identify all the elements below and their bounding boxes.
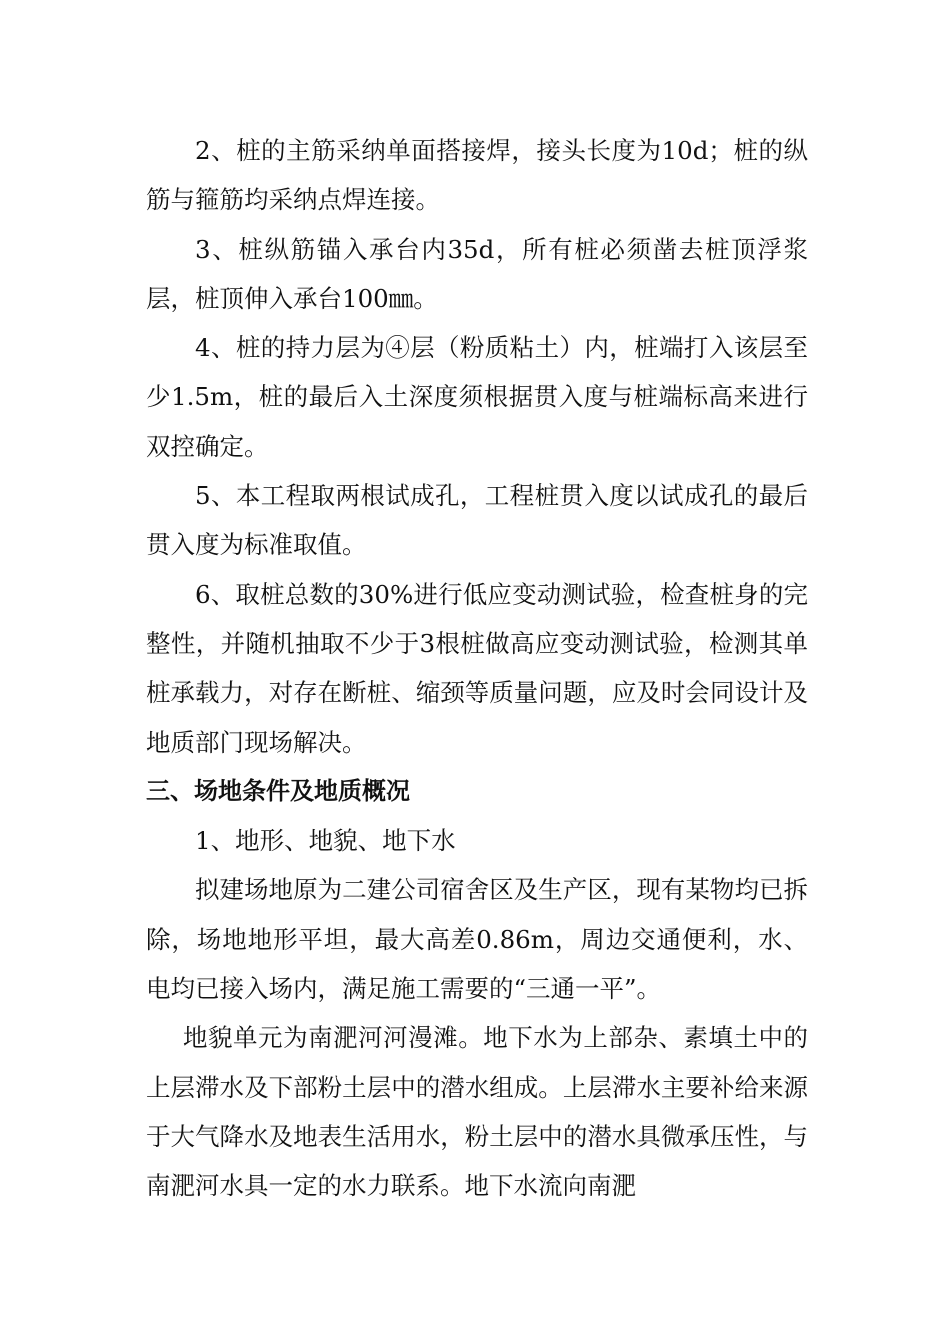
- paragraph-item-3: 3、桩纵筋锚入承台内35d，所有桩必须凿去桩顶浮浆层，桩顶伸入承台100㎜。: [146, 234, 808, 313]
- subsection-title: 1、地形、地貌、地下水: [195, 826, 456, 856]
- document-body: [146, 126, 808, 1211]
- paragraph-item-6: 6、取桩总数的30%进行低应变动测试验，检查桩身的完整性，并随机抽取不少于3根桩做高应变动测试验，检测其单桩承载力，对存在断桩、缩颈等质量问题，应及时会同设计及地质部门现场解决。: [146, 579, 808, 757]
- paragraph-item-5: 5、本工程取两根试成孔，工程桩贯入度以试成孔的最后贯入度为标准取值。: [146, 481, 808, 560]
- paragraph-item-4: 4、桩的持力层为④层（粉质粘土）内，桩端打入该层至少1.5m，桩的最后入土深度须根据贯入度与桩端标高来进行双控确定。: [146, 333, 808, 461]
- site-conditions-paragraph: 拟建场地原为二建公司宿舍区及生产区，现有某物均已拆除，场地地形平坦，最大高差0.86m，周边交通便利，水、电均已接入场内，满足施工需要的“三通一平”。: [146, 875, 808, 1004]
- section-heading: 三、场地条件及地质概况: [146, 776, 410, 805]
- landform-groundwater-paragraph: 地貌单元为南淝河河漫滩。地下水为上部杂、素填土中的上层滞水及下部粉土层中的潜水组成。上层滞水主要补给来源于大气降水及地表生活用水，粉土层中的潜水具微承压性，与南淝河水具一定的水力联系。地下水流向南淝: [146, 1023, 808, 1201]
- paragraph-item-2: 2、桩的主筋采纳单面搭接焊，接头长度为10d；桩的纵筋与箍筋均采纳点焊连接。: [146, 136, 808, 215]
